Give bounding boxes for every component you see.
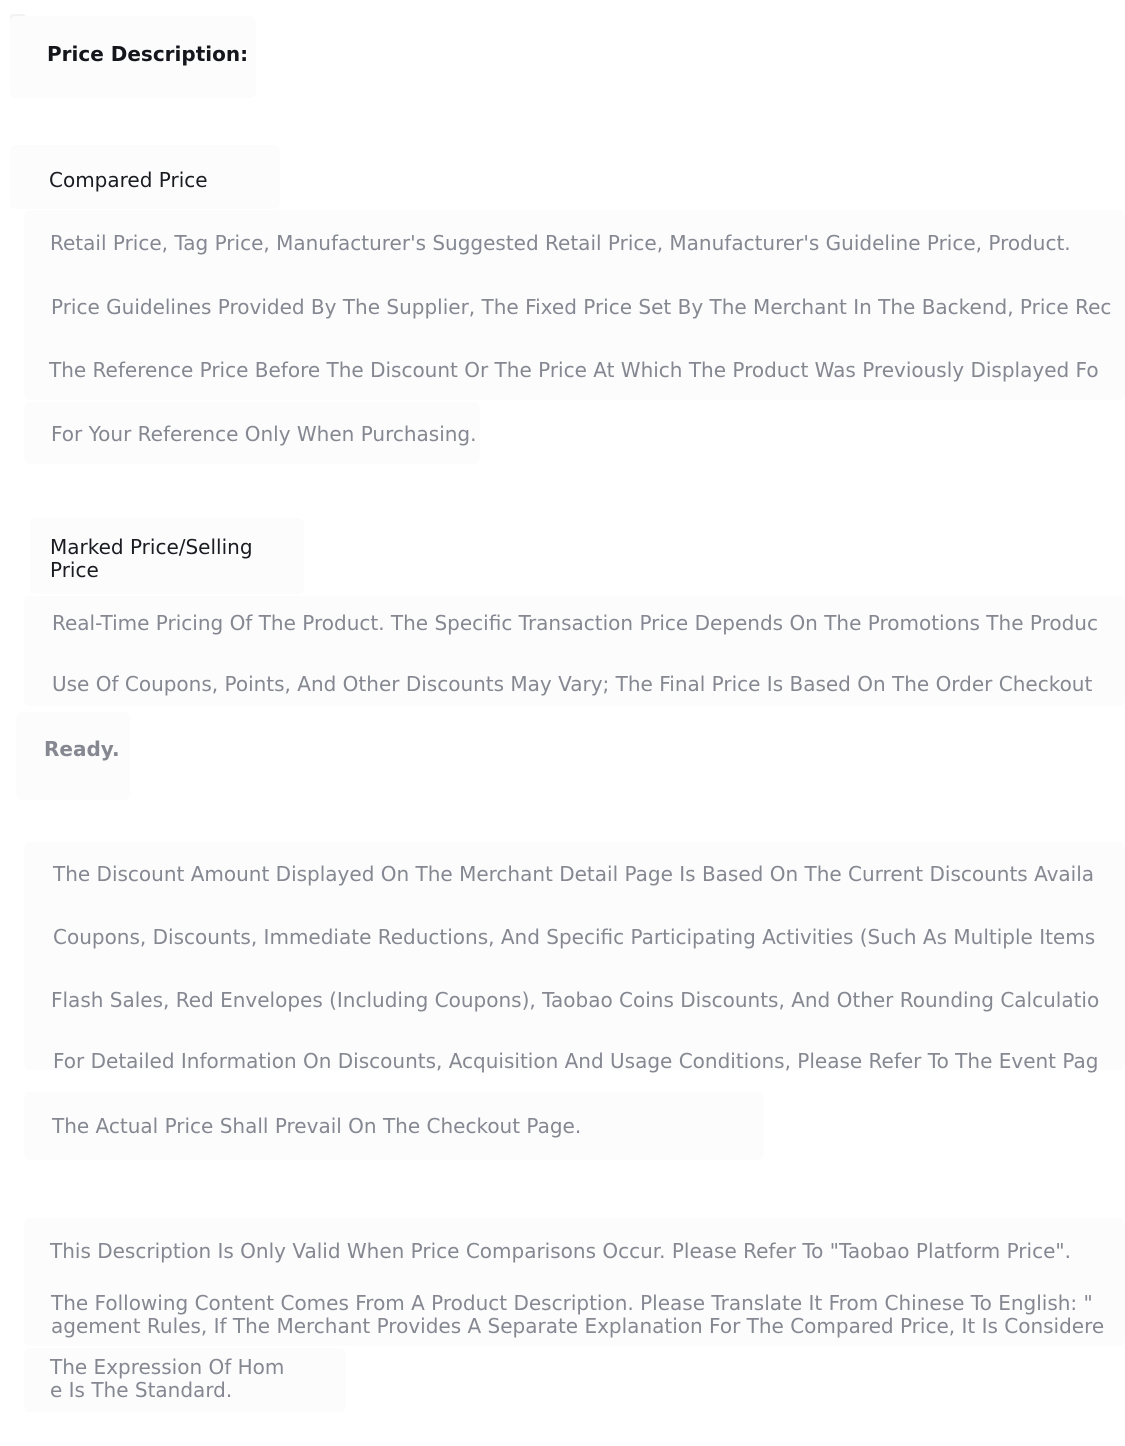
discount-line-1: The Discount Amount Displayed On The Merchant Detail Page Is Based On The Current Discounts Availa bbox=[53, 862, 1095, 886]
discount-line-4: For Detailed Information On Discounts, Acquisition And Usage Conditions, Please Refer To The Event Pag bbox=[53, 1049, 1099, 1073]
discount-line-3: Flash Sales, Red Envelopes (Including Coupons), Taobao Coins Discounts, And Other Rounding Calculatio bbox=[51, 988, 1100, 1012]
validity-note: This Description Is Only Valid When Price Comparisons Occur. Please Refer To "Taobao Platform Price". bbox=[50, 1239, 1071, 1263]
discount-line-2: Coupons, Discounts, Immediate Reductions, And Specific Participating Activities (Such As Multiple Items bbox=[53, 925, 1096, 949]
marked-line-2: Use Of Coupons, Points, And Other Discounts May Vary; The Final Price Is Based On The Order Checkout bbox=[52, 672, 1093, 696]
compared-price-heading: Compared Price bbox=[49, 168, 208, 192]
marked-line-1: Real-Time Pricing Of The Product. The Specific Transaction Price Depends On The Promotions The Produc bbox=[52, 611, 1098, 635]
following-note-line-2: agement Rules, If The Merchant Provides A Separate Explanation For The Compared Price, It Is Considere bbox=[51, 1314, 1105, 1338]
compared-line-4: For Your Reference Only When Purchasing. bbox=[51, 422, 477, 446]
compared-line-2: Price Guidelines Provided By The Supplier, The Fixed Price Set By The Merchant In The Backend, Price Rec bbox=[51, 295, 1112, 319]
page-title: Price Description: bbox=[47, 42, 249, 66]
marked-price-heading-line-1: Marked Price/Selling bbox=[50, 535, 253, 559]
following-note-line-1: The Following Content Comes From A Product Description. Please Translate It From Chinese To English: " bbox=[51, 1291, 1093, 1315]
ready-text: Ready. bbox=[44, 737, 120, 761]
expression-line-2: e Is The Standard. bbox=[50, 1378, 233, 1402]
compared-line-3: The Reference Price Before The Discount Or The Price At Which The Product Was Previously Displayed Fo bbox=[49, 358, 1099, 382]
marked-price-heading-line-2: Price bbox=[50, 558, 99, 582]
discount-line-5: The Actual Price Shall Prevail On The Checkout Page. bbox=[52, 1114, 582, 1138]
compared-line-1: Retail Price, Tag Price, Manufacturer's Suggested Retail Price, Manufacturer's Guideline Price, Product. bbox=[50, 231, 1071, 255]
expression-line-1: The Expression Of Hom bbox=[50, 1355, 285, 1379]
